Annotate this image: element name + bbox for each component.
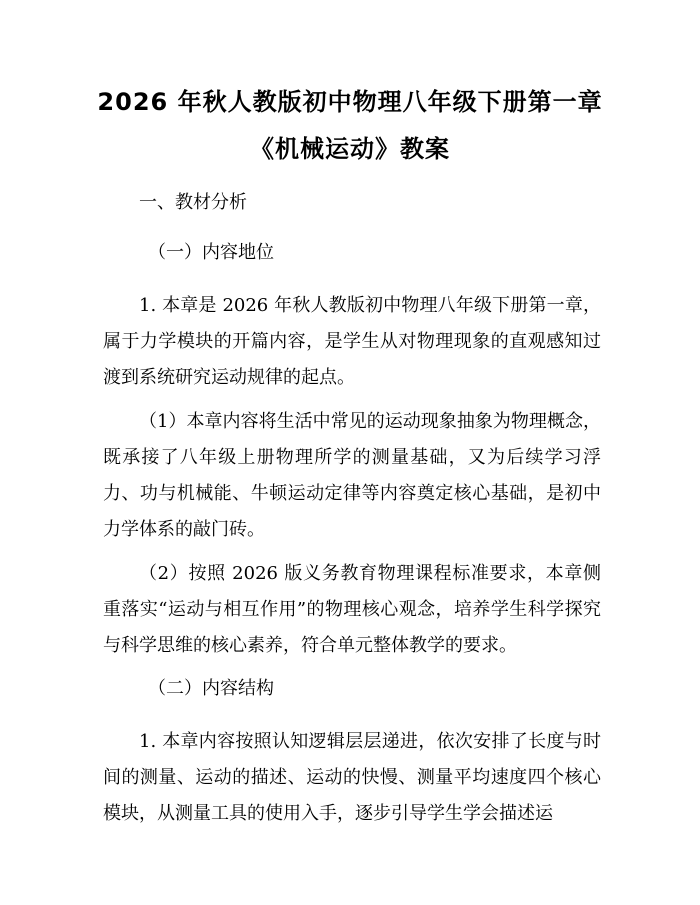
paragraph-point-1: （1）本章内容将生活中常见的运动现象抽象为物理概念，既承接了八年级上册物理所学的测量基础，又为后续学习浮力、功与机械能、牛顿运动定律等内容奠定核心基础，是初中力学体系的敲门砖。 [103,411,601,540]
subsection-heading-content-structure: （二）内容结构 [148,678,274,699]
paragraph-content-structure: 1. 本章内容按照认知逻辑层层递进，依次安排了长度与时间的测量、运动的描述、运动的快慢、测量平均速度四个核心模块，从测量工具的使用入手，逐步引导学生学会描述运 [103,731,601,824]
subsection-heading-content-position: （一）内容地位 [148,242,274,263]
section-heading-teaching-material-analysis: 一、教材分析 [139,192,247,213]
document-title-line-2: 《机械运动》教案 [250,135,450,163]
paragraph-chapter-position: 1. 本章是 2026 年秋人教版初中物理八年级下册第一章，属于力学模块的开篇内容，是学生从对物理现象的直观感知过渡到系统研究运动规律的起点。 [103,295,601,388]
paragraph-point-2: （2）按照 2026 版义务教育物理课程标准要求，本章侧重落实“运动与相互作用”的物理核心观念，培养学生科学探究与科学思维的核心素养，符合单元整体教学的要求。 [103,563,601,656]
document-title-line-1: 2026 年秋人教版初中物理八年级下册第一章 [97,88,603,116]
